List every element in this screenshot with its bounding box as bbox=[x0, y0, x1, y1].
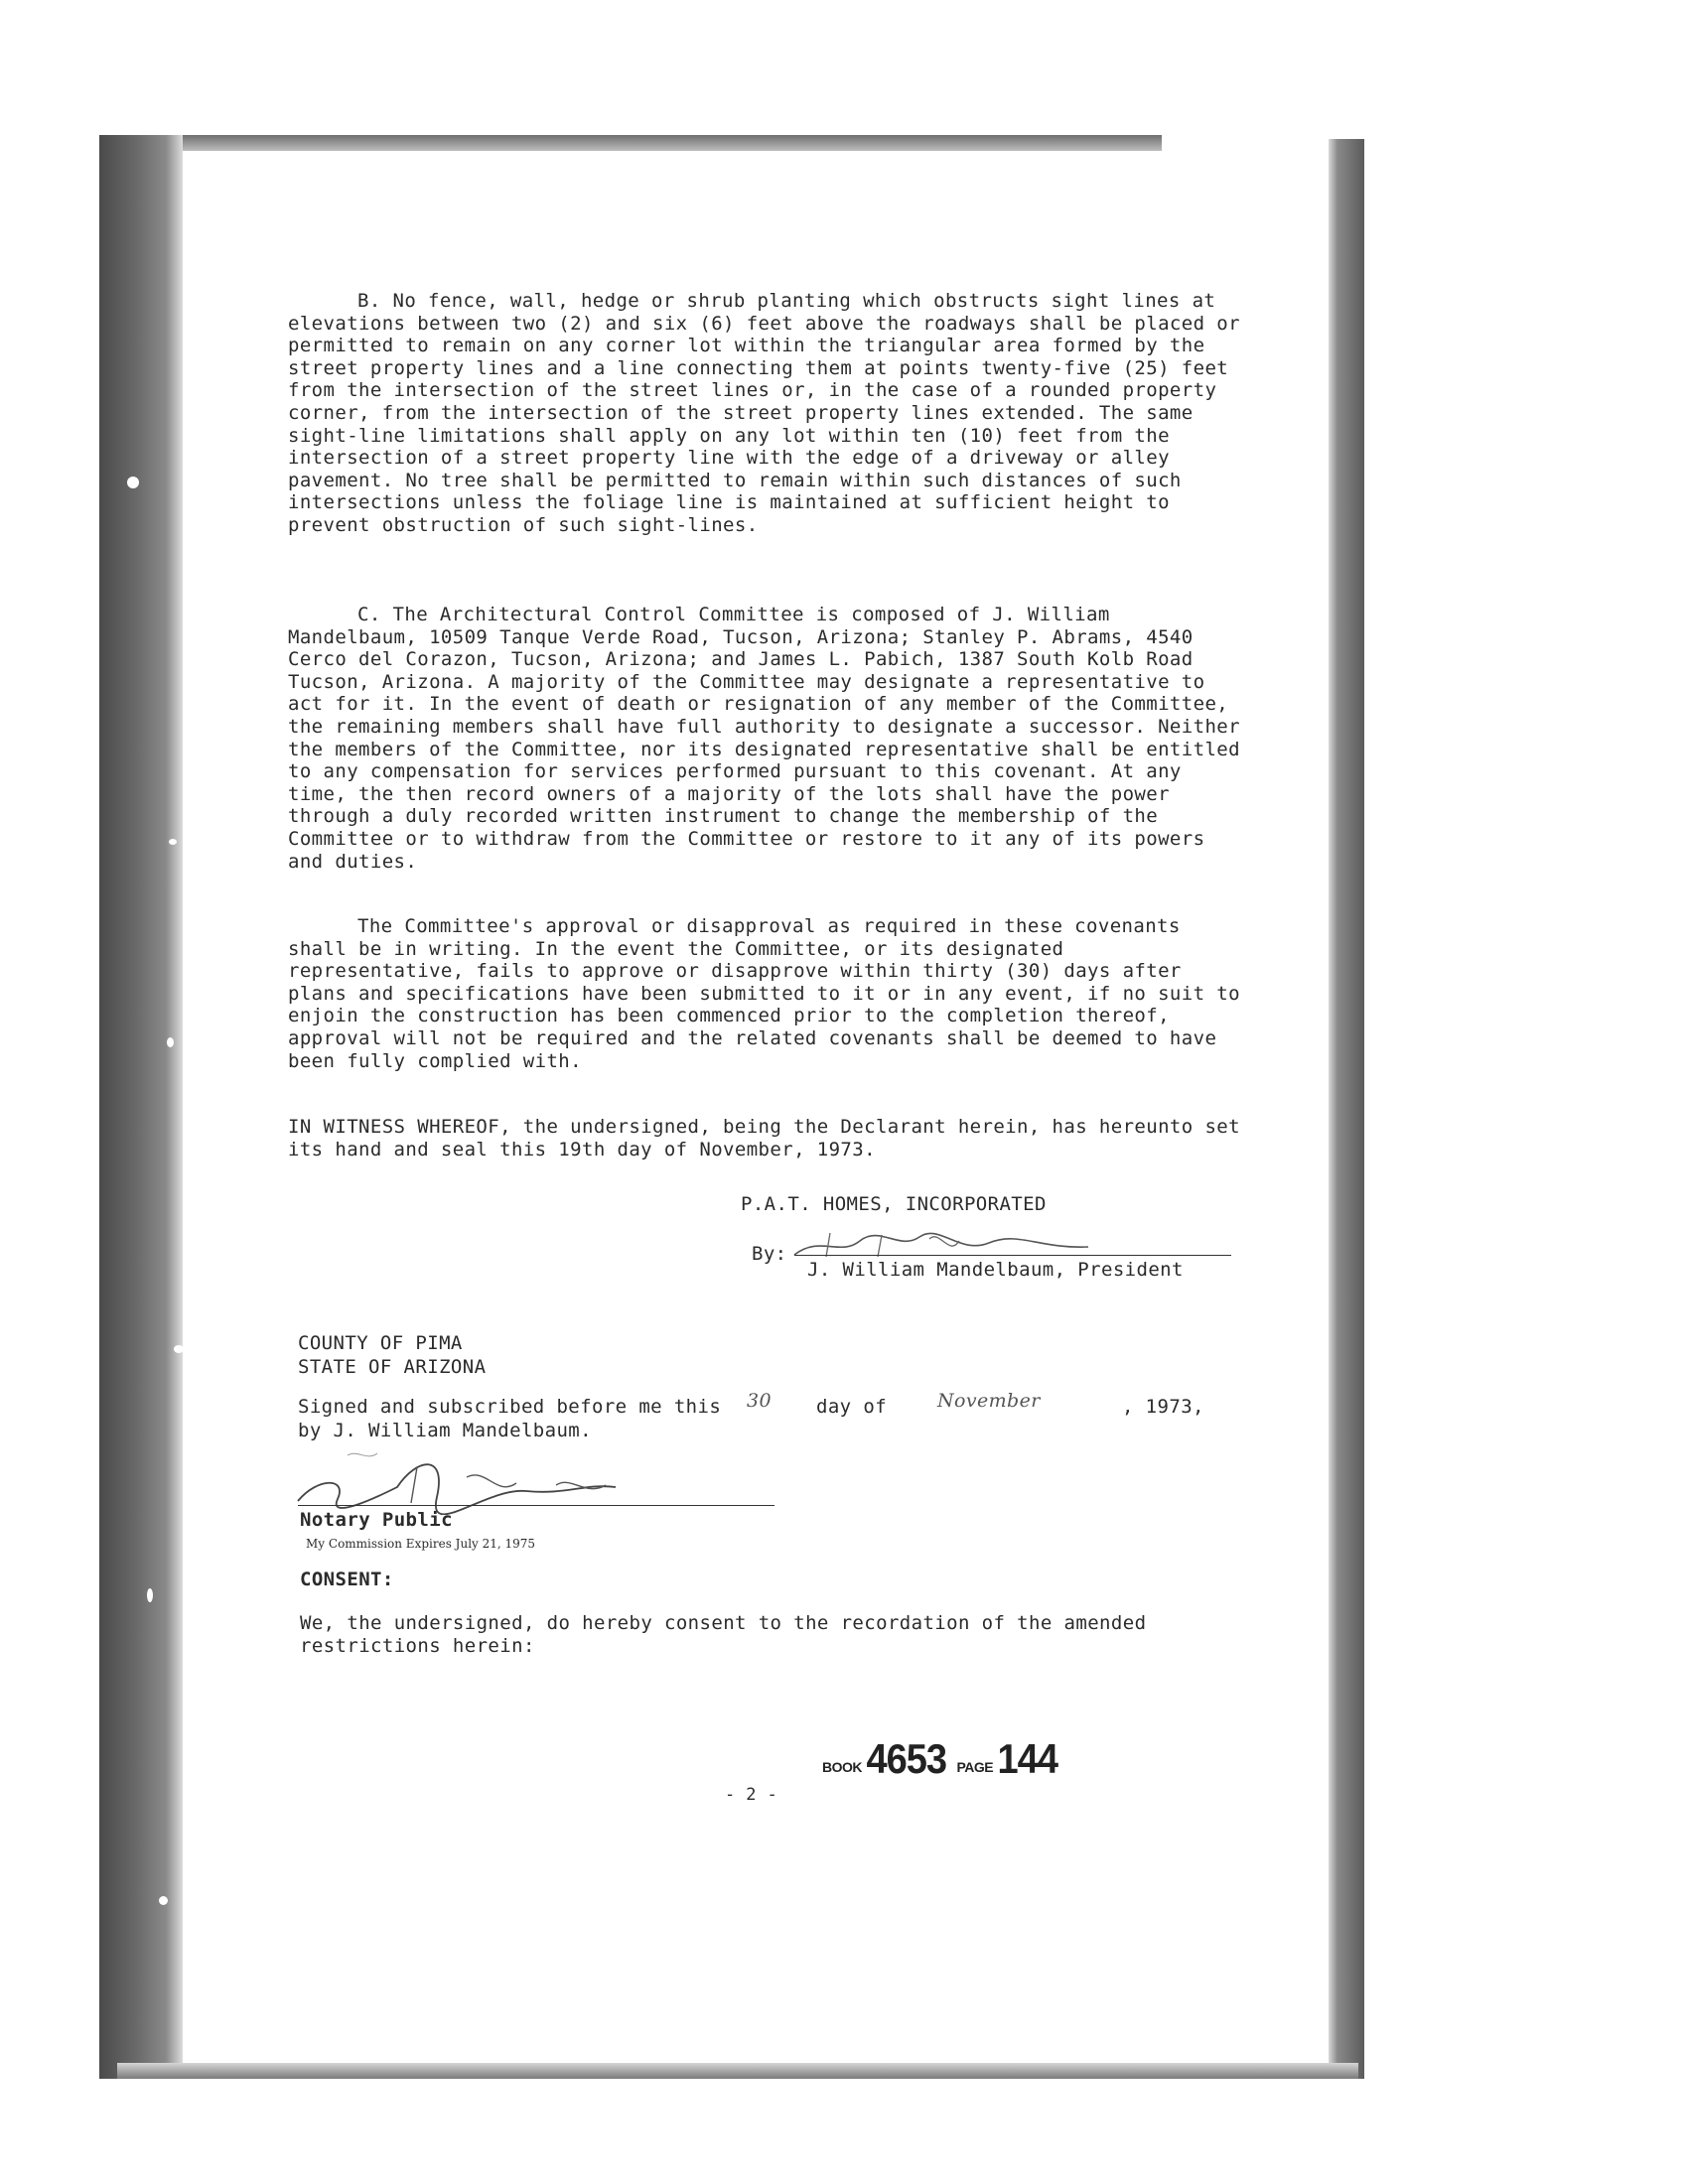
page-label: PAGE bbox=[956, 1759, 994, 1775]
declarant-signature bbox=[790, 1227, 1108, 1263]
state-line: STATE OF ARIZONA bbox=[298, 1356, 487, 1378]
notary-public-label: Notary Public bbox=[300, 1509, 453, 1531]
president-name: J. William Mandelbaum, President bbox=[807, 1259, 1184, 1281]
scan-shadow-top bbox=[99, 135, 1162, 151]
scan-speck bbox=[174, 1345, 184, 1353]
page-number: 144 bbox=[997, 1736, 1057, 1784]
company-name: P.A.T. HOMES, INCORPORATED bbox=[741, 1193, 1047, 1215]
scan-speck bbox=[169, 839, 177, 845]
scan-speck bbox=[127, 477, 139, 488]
signed-before-text: Signed and subscribed before me this bbox=[298, 1396, 722, 1418]
signed-day-handwritten: 30 bbox=[747, 1390, 772, 1412]
scan-speck bbox=[159, 1896, 168, 1905]
signed-by-text: by J. William Mandelbaum. bbox=[298, 1420, 592, 1441]
scan-shadow-left bbox=[99, 135, 183, 2079]
scan-speck bbox=[167, 1037, 174, 1047]
by-label: By: bbox=[752, 1243, 787, 1265]
scan-shadow-bottom bbox=[117, 2063, 1358, 2079]
scan-speck bbox=[147, 1588, 153, 1602]
commission-expiry: My Commission Expires July 21, 1975 bbox=[306, 1537, 536, 1551]
signed-year-text: , 1973, bbox=[1122, 1396, 1204, 1418]
paragraph-approval bbox=[288, 915, 1241, 1072]
consent-paragraph bbox=[300, 1612, 1194, 1657]
witness-text: IN WITNESS WHEREOF, the undersigned, being the Declarant herein, has hereunto set its hand and seal this 19th day of November, 1973. bbox=[288, 1116, 1240, 1160]
notary-signature-line bbox=[298, 1505, 774, 1506]
witness-clause bbox=[288, 1116, 1241, 1160]
book-label: BOOK bbox=[822, 1759, 862, 1775]
paragraph-b-text: B. No fence, wall, hedge or shrub planting which obstructs sight lines at elevations between two (2) and six (6) feet above the roadways shall be placed or permitted to remain on any corner lot within the triangular area formed by the street property lines and a line connecting them at points twenty-five (25) feet from the intersection of the street lines or, in the case of a rounded property corner, from the intersection of the street property lines extended. The same sight-line limitations shall apply on any lot within ten (10) feet from the intersection of a street property line with the edge of a driveway or alley pavement. No tree shall be permitted to remain within such distances of such intersections unless the foliage line is maintained at sufficient height to prevent obstruction of such sight-lines. bbox=[288, 290, 1240, 536]
day-of-text: day of bbox=[816, 1396, 888, 1418]
paragraph-c-text: C. The Architectural Control Committee is composed of J. William Mandelbaum, 10509 Tanque Verde Road, Tucson, Arizona; Stanley P. Abrams, 4540 Cerco del Corazon, Tucson, Arizona; and James L. Pabich, 1387 South Kolb Road Tucson, Arizona. A majority of the Committee may designate a representative to act for it. In the event of death or resignation of any member of the Committee, the remaining members shall have full authority to designate a successor. Neither the members of the Committee, nor its designated representative shall be entitled to any compensation for services performed pursuant to this covenant. At any time, the then record owners of a majority of the lots shall have the power through a duly recorded written instrument to change the membership of the Committee or to withdraw from the Committee or restore to it any of its powers and duties. bbox=[288, 604, 1240, 873]
declarant-signature-line bbox=[794, 1255, 1231, 1256]
paragraph-approval-text: The Committee's approval or disapproval as required in these covenants shall be in writing. In the event the Committee, or its designated representative, fails to approve or disapprove within thirty (30) days after plans and specifications have been submitted to it or in any event, if no suit to enjoin the construction has been commenced prior to the completion thereof, approval will not be required and the related covenants shall be deemed to have been fully complied with. bbox=[288, 915, 1240, 1072]
consent-text: We, the undersigned, do hereby consent to the recordation of the amended restrictions herein: bbox=[300, 1612, 1147, 1657]
county-line: COUNTY OF PIMA bbox=[298, 1332, 463, 1354]
consent-heading: CONSENT: bbox=[300, 1569, 394, 1590]
recording-stamp bbox=[822, 1736, 1057, 1784]
signed-month-handwritten: November bbox=[937, 1390, 1041, 1412]
page-marker: - 2 - bbox=[725, 1785, 778, 1805]
book-number: 4653 bbox=[866, 1736, 946, 1784]
paragraph-c bbox=[288, 604, 1241, 873]
paragraph-b bbox=[288, 290, 1241, 537]
scan-shadow-right bbox=[1329, 139, 1364, 2079]
